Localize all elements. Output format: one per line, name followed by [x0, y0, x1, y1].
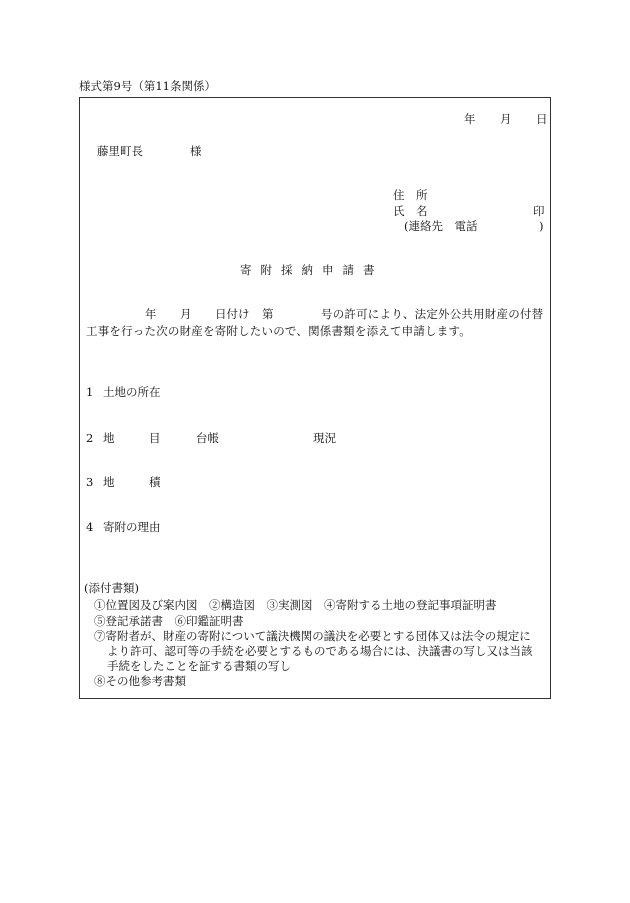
- attachment-line: 手続をしたことを証する書類の写し: [107, 659, 291, 673]
- item-4-number: 4: [86, 520, 94, 534]
- attachment-line: ⑧その他参考書類: [94, 674, 186, 688]
- body-number-prefix: 第: [262, 307, 274, 321]
- attachments-heading: (添付書類): [84, 581, 139, 595]
- date-day: 日: [536, 112, 548, 126]
- title-char: 附: [260, 263, 272, 277]
- attachment-line: ⑦寄附者が、財産の寄附について議決機関の議決を必要とする団体又は法令の規定に: [94, 629, 531, 643]
- item-4-label: 寄附の理由: [103, 520, 161, 534]
- body-line-1-rest: 号の許可により、法定外公共用財産の付替: [321, 307, 544, 321]
- attachment-line: ⑤登記承諾書 ⑥印鑑証明書: [94, 614, 244, 628]
- contact-phone-close: ): [539, 219, 544, 233]
- date-year: 年: [464, 112, 476, 126]
- addressee-honorific: 様: [190, 144, 202, 158]
- attachment-line: より許可、認可等の手続を必要とするものである場合には、決議書の写し又は当該: [107, 644, 533, 658]
- seal-mark: 印: [533, 204, 545, 218]
- addressee-name: 藤里町長: [97, 144, 143, 158]
- item-2-ledger: 台帳: [196, 431, 219, 445]
- item-1-number: 1: [86, 385, 94, 399]
- title-char: 書: [363, 263, 375, 277]
- title-char: 請: [342, 263, 354, 277]
- item-1-label: 土地の所在: [103, 385, 161, 399]
- form-number-label: 様式第9号（第11条関係）: [79, 79, 216, 93]
- title-char: 寄: [240, 263, 252, 277]
- title-char: 納: [301, 263, 313, 277]
- item-3-number: 3: [86, 475, 94, 489]
- item-2-label: 地 目: [103, 431, 161, 445]
- item-3-label: 地 積: [103, 475, 161, 489]
- body-line-2: 工事を行った次の財産を寄附したいので、関係書類を添えて申請します。: [86, 324, 471, 338]
- body-dated: 日付け: [215, 307, 250, 321]
- title-char: 申: [322, 263, 334, 277]
- title-char: 採: [281, 263, 293, 277]
- attachment-line: ①位置図及び案内図 ②構造図 ③実測図 ④寄附する土地の登記事項証明書: [94, 598, 497, 612]
- contact-phone-label: (連絡先 電話: [404, 219, 478, 233]
- applicant-name-label: 氏 名: [393, 204, 428, 218]
- applicant-address-label: 住 所: [393, 188, 428, 202]
- document-title: [240, 265, 384, 277]
- item-2-current: 現況: [313, 431, 336, 445]
- date-month: 月: [500, 112, 512, 126]
- body-year: 年: [145, 307, 157, 321]
- item-2-number: 2: [86, 431, 94, 445]
- body-month: 月: [180, 307, 192, 321]
